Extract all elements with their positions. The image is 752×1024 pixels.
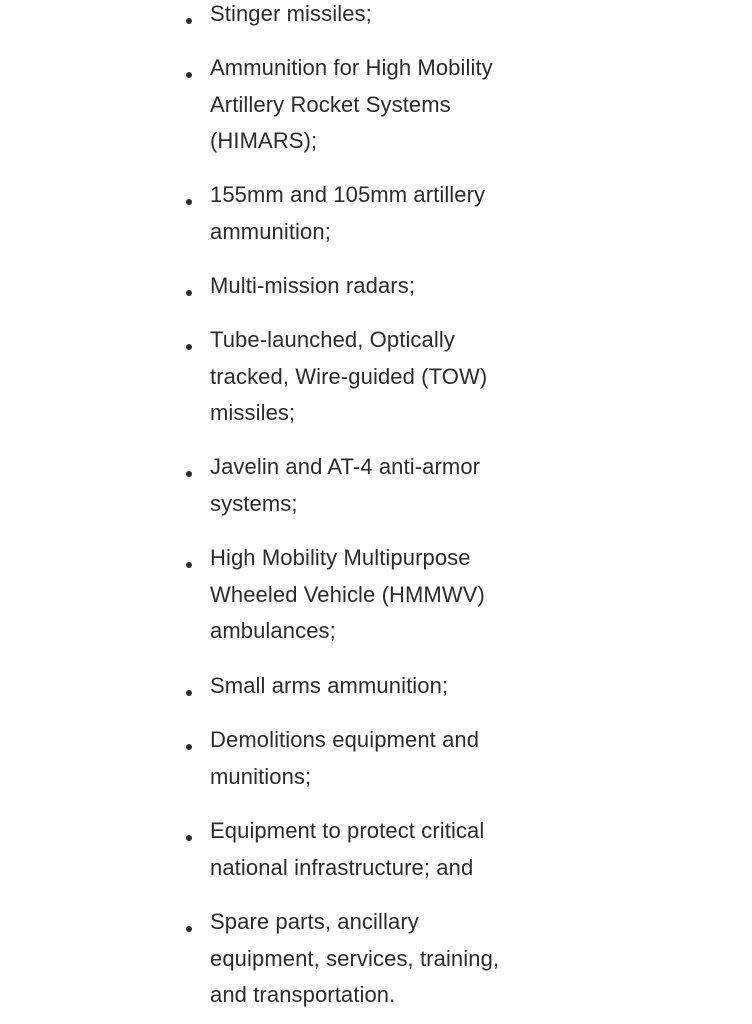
list-item — [186, 818, 546, 886]
bullet-icon — [186, 926, 192, 932]
list-item — [186, 727, 546, 795]
list-item — [186, 273, 546, 305]
list-item — [186, 327, 546, 432]
list-item — [186, 454, 546, 522]
list-item-text: Demolitions equipment and munitions; — [210, 727, 480, 789]
list-item-text: Tube-launched, Optically tracked, Wire-guided (TOW) missiles; — [210, 327, 488, 425]
list-item — [186, 545, 546, 650]
list-item-text: 155mm and 105mm artillery ammunition; — [210, 182, 486, 244]
bullet-icon — [186, 72, 192, 78]
list-item — [186, 673, 546, 705]
bullet-icon — [186, 744, 192, 750]
list-item-text: Spare parts, ancillary equipment, services, training, and transportation. — [210, 909, 500, 1007]
list-item — [186, 182, 546, 250]
bullet-icon — [186, 471, 192, 477]
list-item-text: Javelin and AT-4 anti-armor systems; — [210, 454, 481, 516]
list-item-text: Small arms ammunition; — [210, 673, 449, 698]
bullet-icon — [186, 199, 192, 205]
list-item-text: Stinger missiles; — [210, 1, 372, 26]
bullet-icon — [186, 835, 192, 841]
bullet-icon — [186, 18, 192, 24]
list-item-text: Equipment to protect critical national infrastructure; and — [210, 818, 485, 880]
list-item-text: Multi-mission radars; — [210, 273, 416, 298]
bullet-icon — [186, 690, 192, 696]
list-item — [186, 909, 546, 1014]
bullet-icon — [186, 562, 192, 568]
list-item — [186, 55, 546, 160]
list-item-text: High Mobility Multipurpose Wheeled Vehicle (HMMWV) ambulances; — [210, 545, 485, 643]
list-item — [186, 1, 546, 33]
bullet-icon — [186, 344, 192, 350]
list-item-text: Ammunition for High Mobility Artillery Rocket Systems (HIMARS); — [210, 55, 493, 153]
bullet-icon — [186, 290, 192, 296]
